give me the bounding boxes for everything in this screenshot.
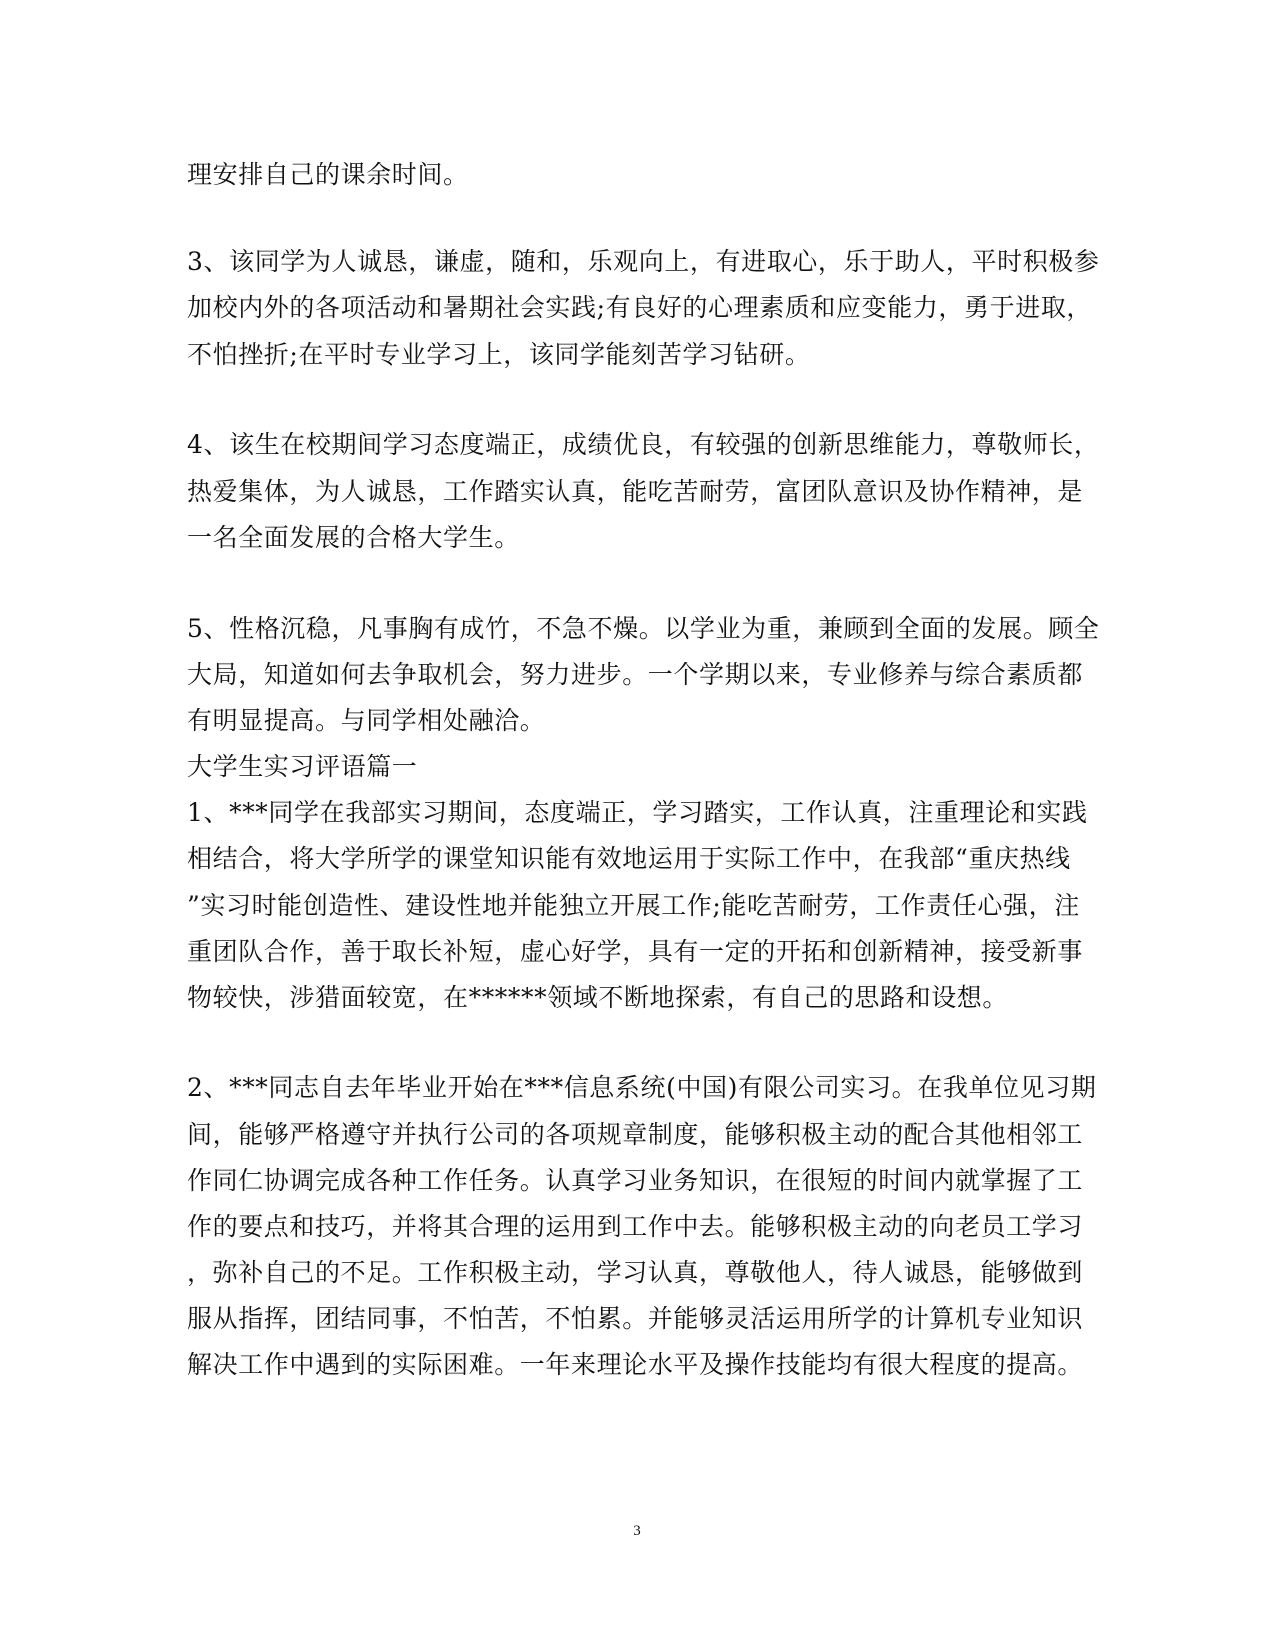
text-line: 有明显提高。与同学相处融洽。 [187,706,546,735]
text-line: 一名全面发展的合格大学生。 [187,523,520,552]
text-line: ”实习时能创造性、建设性地并能独立开展工作;能吃苦耐劳，工作责任心强，注 [187,891,1080,920]
text-line: 2、***同志自去年毕业开始在***信息系统(中国)有限公司实习。在我单位见习期 [187,1073,1097,1102]
section-heading: 大学生实习评语篇一 [187,752,418,781]
text-line: 加校内外的各项活动和暑期社会实践;有良好的心理素质和应变能力，勇于进取， [187,293,1093,322]
text-line: 作同仁协调完成各种工作任务。认真学习业务知识，在很短的时间内就掌握了工 [187,1166,1084,1195]
text-line: 热爱集体，为人诚恳，工作踏实认真，能吃苦耐劳，富团队意识及协作精神，是 [187,477,1084,506]
text-line: 大局，知道如何去争取机会，努力进步。一个学期以来，专业修养与综合素质都 [187,660,1084,689]
text-line: 理安排自己的课余时间。 [187,160,469,189]
text-line: 4、该生在校期间学习态度端正，成绩优良，有较强的创新思维能力，尊敬师长， [187,430,1100,459]
text-line: 解决工作中遇到的实际困难。一年来理论水平及操作技能均有很大程度的提高。 [187,1350,1084,1379]
text-line: 3、该同学为人诚恳，谦虚，随和，乐观向上，有进取心，乐于助人，平时积极参 [187,247,1100,276]
text-line: 5、性格沉稳，凡事胸有成竹，不急不燥。以学业为重，兼顾到全面的发展。顾全 [187,614,1100,643]
text-line: 1、***同学在我部实习期间，态度端正，学习踏实，工作认真，注重理论和实践 [187,798,1088,827]
page-number: 3 [633,1523,641,1539]
text-line: 物较快，涉猎面较宽，在******领域不断地探索，有自己的思路和设想。 [187,983,1009,1012]
text-line: 间，能够严格遵守并执行公司的各项规章制度，能够积极主动的配合其他相邻工 [187,1120,1084,1149]
text-line: ，弥补自己的不足。工作积极主动，学习认真，尊敬他人，待人诚恳，能够做到 [187,1258,1084,1287]
text-line: 不怕挫折;在平时专业学习上，该同学能刻苦学习钻研。 [187,340,811,369]
text-line: 相结合，将大学所学的课堂知识能有效地运用于实际工作中，在我部“重庆热线 [187,844,1071,873]
text-line: 重团队合作，善于取长补短，虚心好学，具有一定的开拓和创新精神，接受新事 [187,937,1084,966]
text-line: 服从指挥，团结同事，不怕苦，不怕累。并能够灵活运用所学的计算机专业知识 [187,1304,1084,1333]
text-line: 作的要点和技巧，并将其合理的运用到工作中去。能够积极主动的向老员工学习 [187,1212,1084,1241]
